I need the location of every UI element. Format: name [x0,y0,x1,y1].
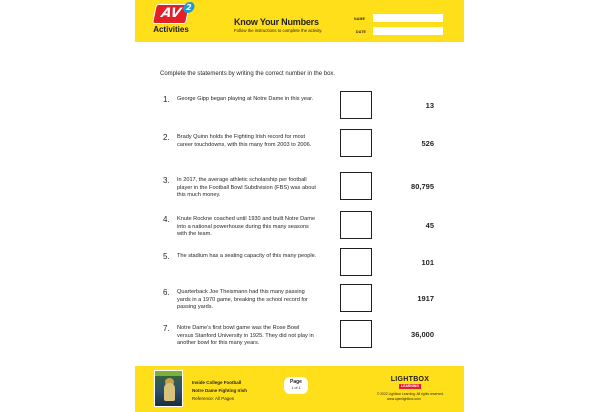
header-band [135,0,464,42]
date-label: DATE [356,30,367,34]
question-number: 4. [163,215,170,224]
instructions: Complete the statements by writing the correct number in the box. [160,71,336,77]
question-item-2 [135,129,464,159]
answer-box[interactable] [340,248,372,276]
page-indicator [284,377,308,394]
copyright-text: © 2022 Lightbox Learning. All rights reserved. [377,392,444,396]
book-cover-image [154,370,183,407]
av2-logo [146,4,196,38]
question-text: Knute Rockne coached until 1930 and built Notre Dame into a national powerhouse during this many seasons with the team. [177,216,316,238]
logo-superscript: 2 [182,2,195,13]
footer-band [135,366,464,412]
question-item-4 [135,211,464,241]
number-value: 45 [425,221,434,230]
question-number: 1. [163,95,170,104]
question-item-3 [135,172,464,202]
date-field[interactable] [373,27,443,35]
question-text: George Gipp began playing at Notre Dame in this year. [177,96,314,102]
number-value: 36,000 [411,330,434,339]
question-item-5 [135,248,464,278]
page-title: Know Your Numbers [234,17,319,27]
question-text: Quarterback Joe Theismann had this many passing yards in a 1970 game, breaking the school record for passing yards. [177,289,308,311]
question-text: In 2017, the average athletic scholarship per football player in the Football Bowl Subdivision (FBS) was about this much money. [177,177,316,199]
question-item-6 [135,284,464,314]
question-item-1 [135,91,464,121]
question-number: 2. [163,133,170,142]
number-value: 13 [425,101,434,110]
answer-box[interactable] [340,91,372,119]
page-number: 1 of 1 [291,386,301,390]
answer-box[interactable] [340,211,372,239]
question-text: The stadium has a seating capacity of this many people. [177,253,317,259]
question-number: 7. [163,324,170,333]
answer-box[interactable] [340,172,372,200]
name-label: NAME [354,17,366,21]
logo-mark-text: AV [159,6,183,21]
question-number: 5. [163,252,170,261]
publisher-sub: LEARNING [399,384,421,389]
page-subtitle: Follow the instructions to complete the activity. [234,28,323,33]
number-value: 101 [421,258,434,267]
publisher-name: LIGHTBOX [390,376,430,383]
reference-note: Reference: All Pages [192,396,235,401]
worksheet [135,0,464,412]
answer-box[interactable] [340,320,372,348]
question-number: 6. [163,288,170,297]
answer-box[interactable] [340,129,372,157]
question-text: Notre Dame's first bowl game was the Rose Bowl versus Stanford University in 1925. They did not play in another bowl for this many years. [177,325,314,347]
question-number: 3. [163,176,170,185]
website-link[interactable]: www.openlightbox.com [387,397,421,401]
av2-logo-mark [152,3,193,24]
cover-player [164,383,175,401]
number-value: 526 [421,139,434,148]
number-value: 1917 [417,294,434,303]
question-item-7 [135,320,464,350]
cover-band [155,371,182,376]
name-field[interactable] [373,14,443,22]
series-title: Inside College Football [192,380,242,385]
lightbox-logo [385,376,435,390]
logo-tagline: Activities [153,25,189,34]
book-title: Notre Dame Fighting Irish [192,388,248,393]
number-value: 80,795 [411,182,434,191]
question-text: Brady Quinn holds the Fighting Irish record for most career touchdowns, with this many from 2003 to 2006. [177,134,312,148]
page-label: Page [290,379,302,385]
answer-box[interactable] [340,284,372,312]
